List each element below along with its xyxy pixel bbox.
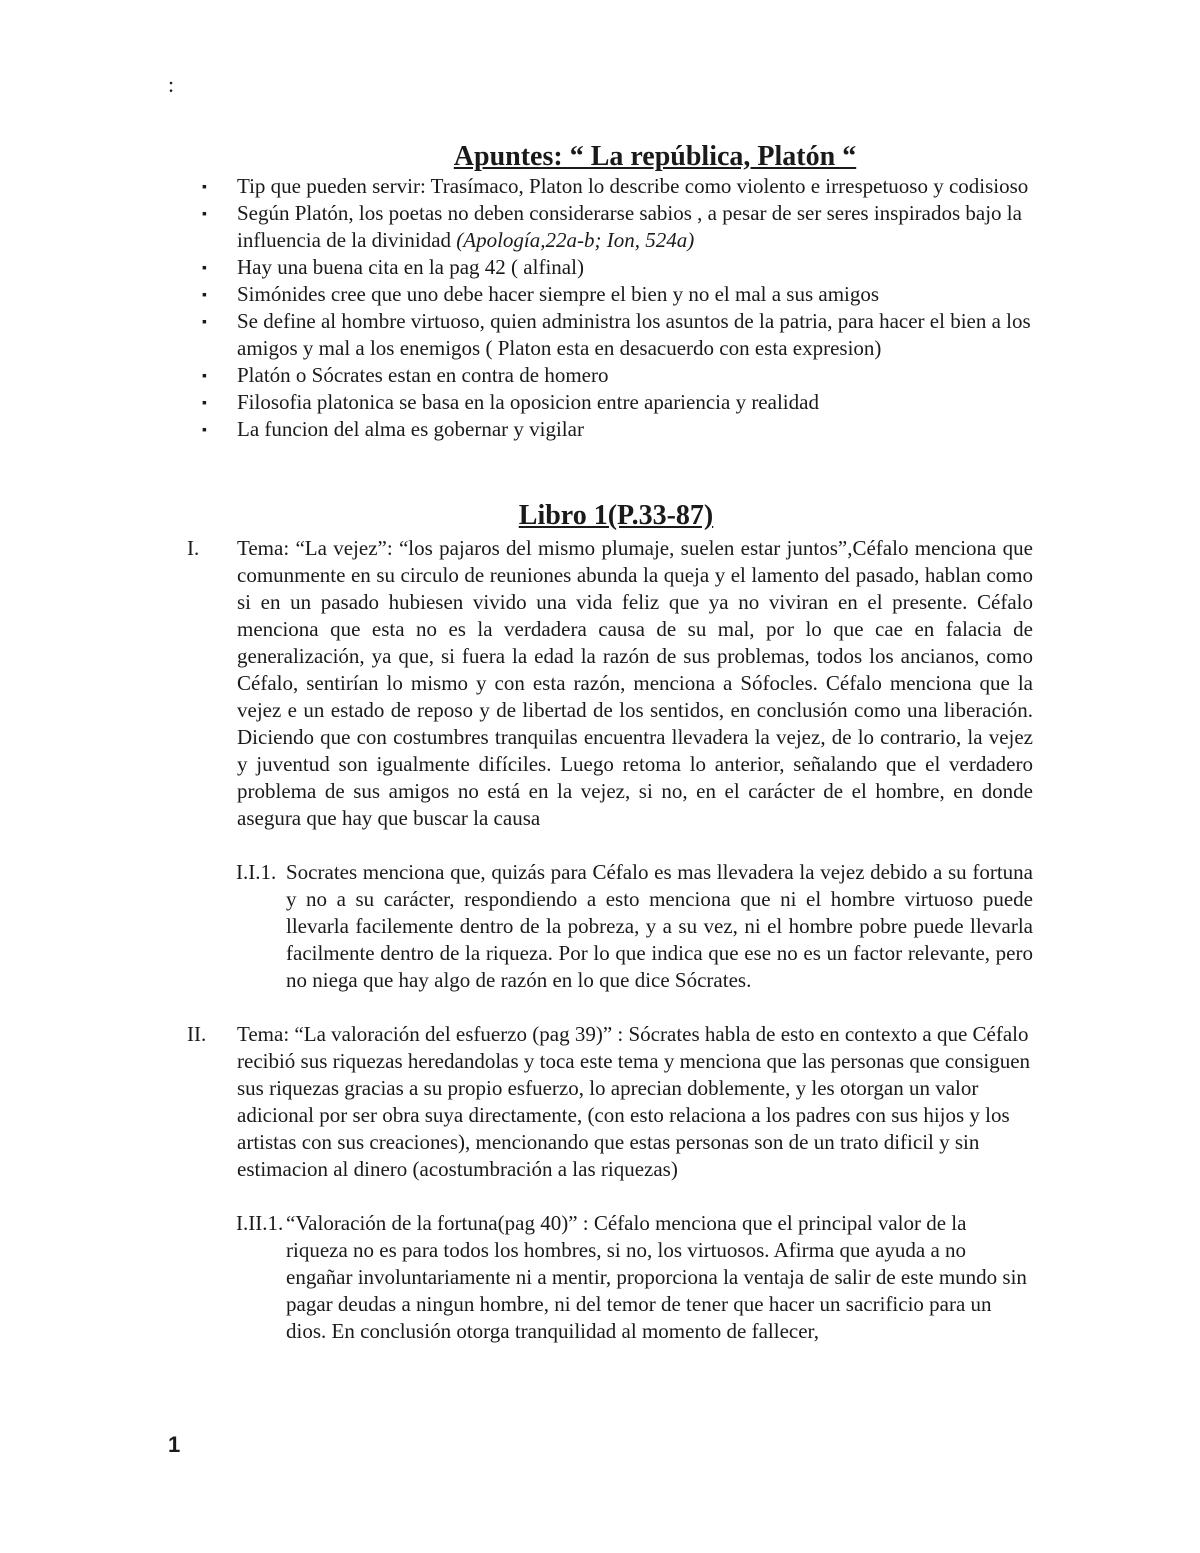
square-bullet-icon: ▪ — [202, 207, 207, 222]
list-item-text: La funcion del alma es gobernar y vigilar — [237, 417, 584, 441]
list-item-text: Se define al hombre virtuoso, quien administra los asuntos de la patria, para hacer el bien a los amigos y mal a los enemigos ( Platon esta en desacuerdo con esta expresion) — [237, 309, 1031, 360]
section-number: I. — [187, 536, 200, 560]
subsection-number: I.II.1. — [236, 1211, 284, 1235]
list-item-text: Filosofia platonica se basa en la oposicion entre apariencia y realidad — [237, 390, 819, 414]
subsection-text: “Valoración de la fortuna(pag 40)” : Céfalo menciona que el principal valor de la riqueza no es para todos los hombres, si no, los virtuosos. Afirma que ayuda a no engañar involuntariamente ni a mentir, proporciona la ventaja de salir de este mundo sin pagar deudas a ningun hombre, ni del temor de tener que hacer un sacrificio para un dios. En conclusión otorga tranquilidad al momento de fallecer, — [286, 1211, 1027, 1343]
list-item — [202, 281, 1037, 308]
square-bullet-icon: ▪ — [202, 369, 207, 384]
page-number: 1 — [168, 1432, 181, 1457]
subsection-fortuna-caracter — [236, 859, 1033, 994]
citation: (Apología,22a-b; Ion, 524a) — [456, 228, 695, 252]
document-title: Apuntes: “ La república, Platón “ — [453, 141, 857, 172]
list-item — [202, 389, 1037, 416]
subsection-valoracion-fortuna — [236, 1210, 1033, 1345]
section-number: II. — [187, 1022, 207, 1046]
list-item-text: Tip que pueden servir: Trasímaco, Platon lo describe como violento e irrespetuoso y codisioso — [237, 174, 1029, 198]
square-bullet-icon: ▪ — [202, 315, 207, 330]
subsection-text: Socrates menciona que, quizás para Céfalo es mas llevadera la vejez debido a su fortuna y no a su carácter, respondiendo a esto menciona que ni el hombre virtuoso puede llevarla facilemente dentro de la pobreza, y a su vez, ni el hombre pobre puede llevarla facilmente dentro de la riqueza. Por lo que indica que ese no es un factor relevante, pero no niega que hay algo de razón en lo que dice Sócrates. — [286, 860, 1033, 992]
header-mark: : — [168, 72, 175, 97]
subsection-number: I.I.1. — [236, 860, 277, 884]
square-bullet-icon: ▪ — [202, 396, 207, 411]
section-valoracion-esfuerzo — [187, 1021, 1033, 1183]
section-vejez — [187, 535, 1033, 832]
section-text: Tema: “La valoración del esfuerzo (pag 39)” : Sócrates habla de esto en contexto a que Céfalo recibió sus riquezas heredandolas y toca este tema y menciona que las personas que consiguen sus riquezas gracias a su propio esfuerzo, lo aprecian doblemente, y les otorgan un valor adicional por ser obra suya directamente, (con esto relaciona a los padres con sus hijos y los artistas con sus creaciones), mencionando que estas personas son de un trato dificil y sin estimacion al dinero (acostumbración a las riquezas) — [237, 1022, 1031, 1181]
list-item-text: Simónides cree que uno debe hacer siempre el bien y no el mal a sus amigos — [237, 282, 880, 306]
section-text: Tema: “La vejez”: “los pajaros del mismo plumaje, suelen estar juntos”,Céfalo menciona que comunmente en su circulo de reuniones abunda la queja y el lamento del pasado, hablan como si en un pasado hubiesen vivido una vida feliz que ya no viviran en el presente. Céfalo menciona que esta no es la verdadera causa de su mal, por lo que cae en falacia de generalización, ya que, si fuera la edad la razón de sus problemas, todos los ancianos, como Céfalo, sentirían lo mismo y con esta razón, menciona a Sófocles. Céfalo menciona que la vejez e un estado de reposo y de libertad de los sentidos, en conclusión como una liberación. Diciendo que con costumbres tranquilas encuentra llevadera la vejez, de lo contrario, la vejez y juventud son igualmente difíciles. Luego retoma lo anterior, señalando que el verdadero problema de sus amigos no está en la vejez, si no, en el carácter de el hombre, en donde asegura que hay que buscar la causa — [237, 536, 1033, 830]
list-item-text: Hay una buena cita en la pag 42 ( alfinal) — [237, 255, 584, 279]
square-bullet-icon: ▪ — [202, 288, 207, 303]
list-item — [202, 173, 1037, 200]
square-bullet-icon: ▪ — [202, 423, 207, 438]
list-item — [202, 416, 1037, 443]
list-item — [202, 362, 1037, 389]
notes-bullet-list — [202, 173, 1037, 443]
square-bullet-icon: ▪ — [202, 180, 207, 195]
square-bullet-icon: ▪ — [202, 261, 207, 276]
list-item-text: Según Platón, los poetas no deben considerarse sabios , a pesar de ser seres inspirados bajo la influencia de la divinidad — [237, 201, 1022, 252]
list-item-text: Platón o Sócrates estan en contra de homero — [237, 363, 609, 387]
list-item — [202, 254, 1037, 281]
list-item — [202, 200, 1037, 254]
book-heading: Libro 1(P.33-87) — [518, 500, 714, 531]
list-item — [202, 308, 1037, 362]
